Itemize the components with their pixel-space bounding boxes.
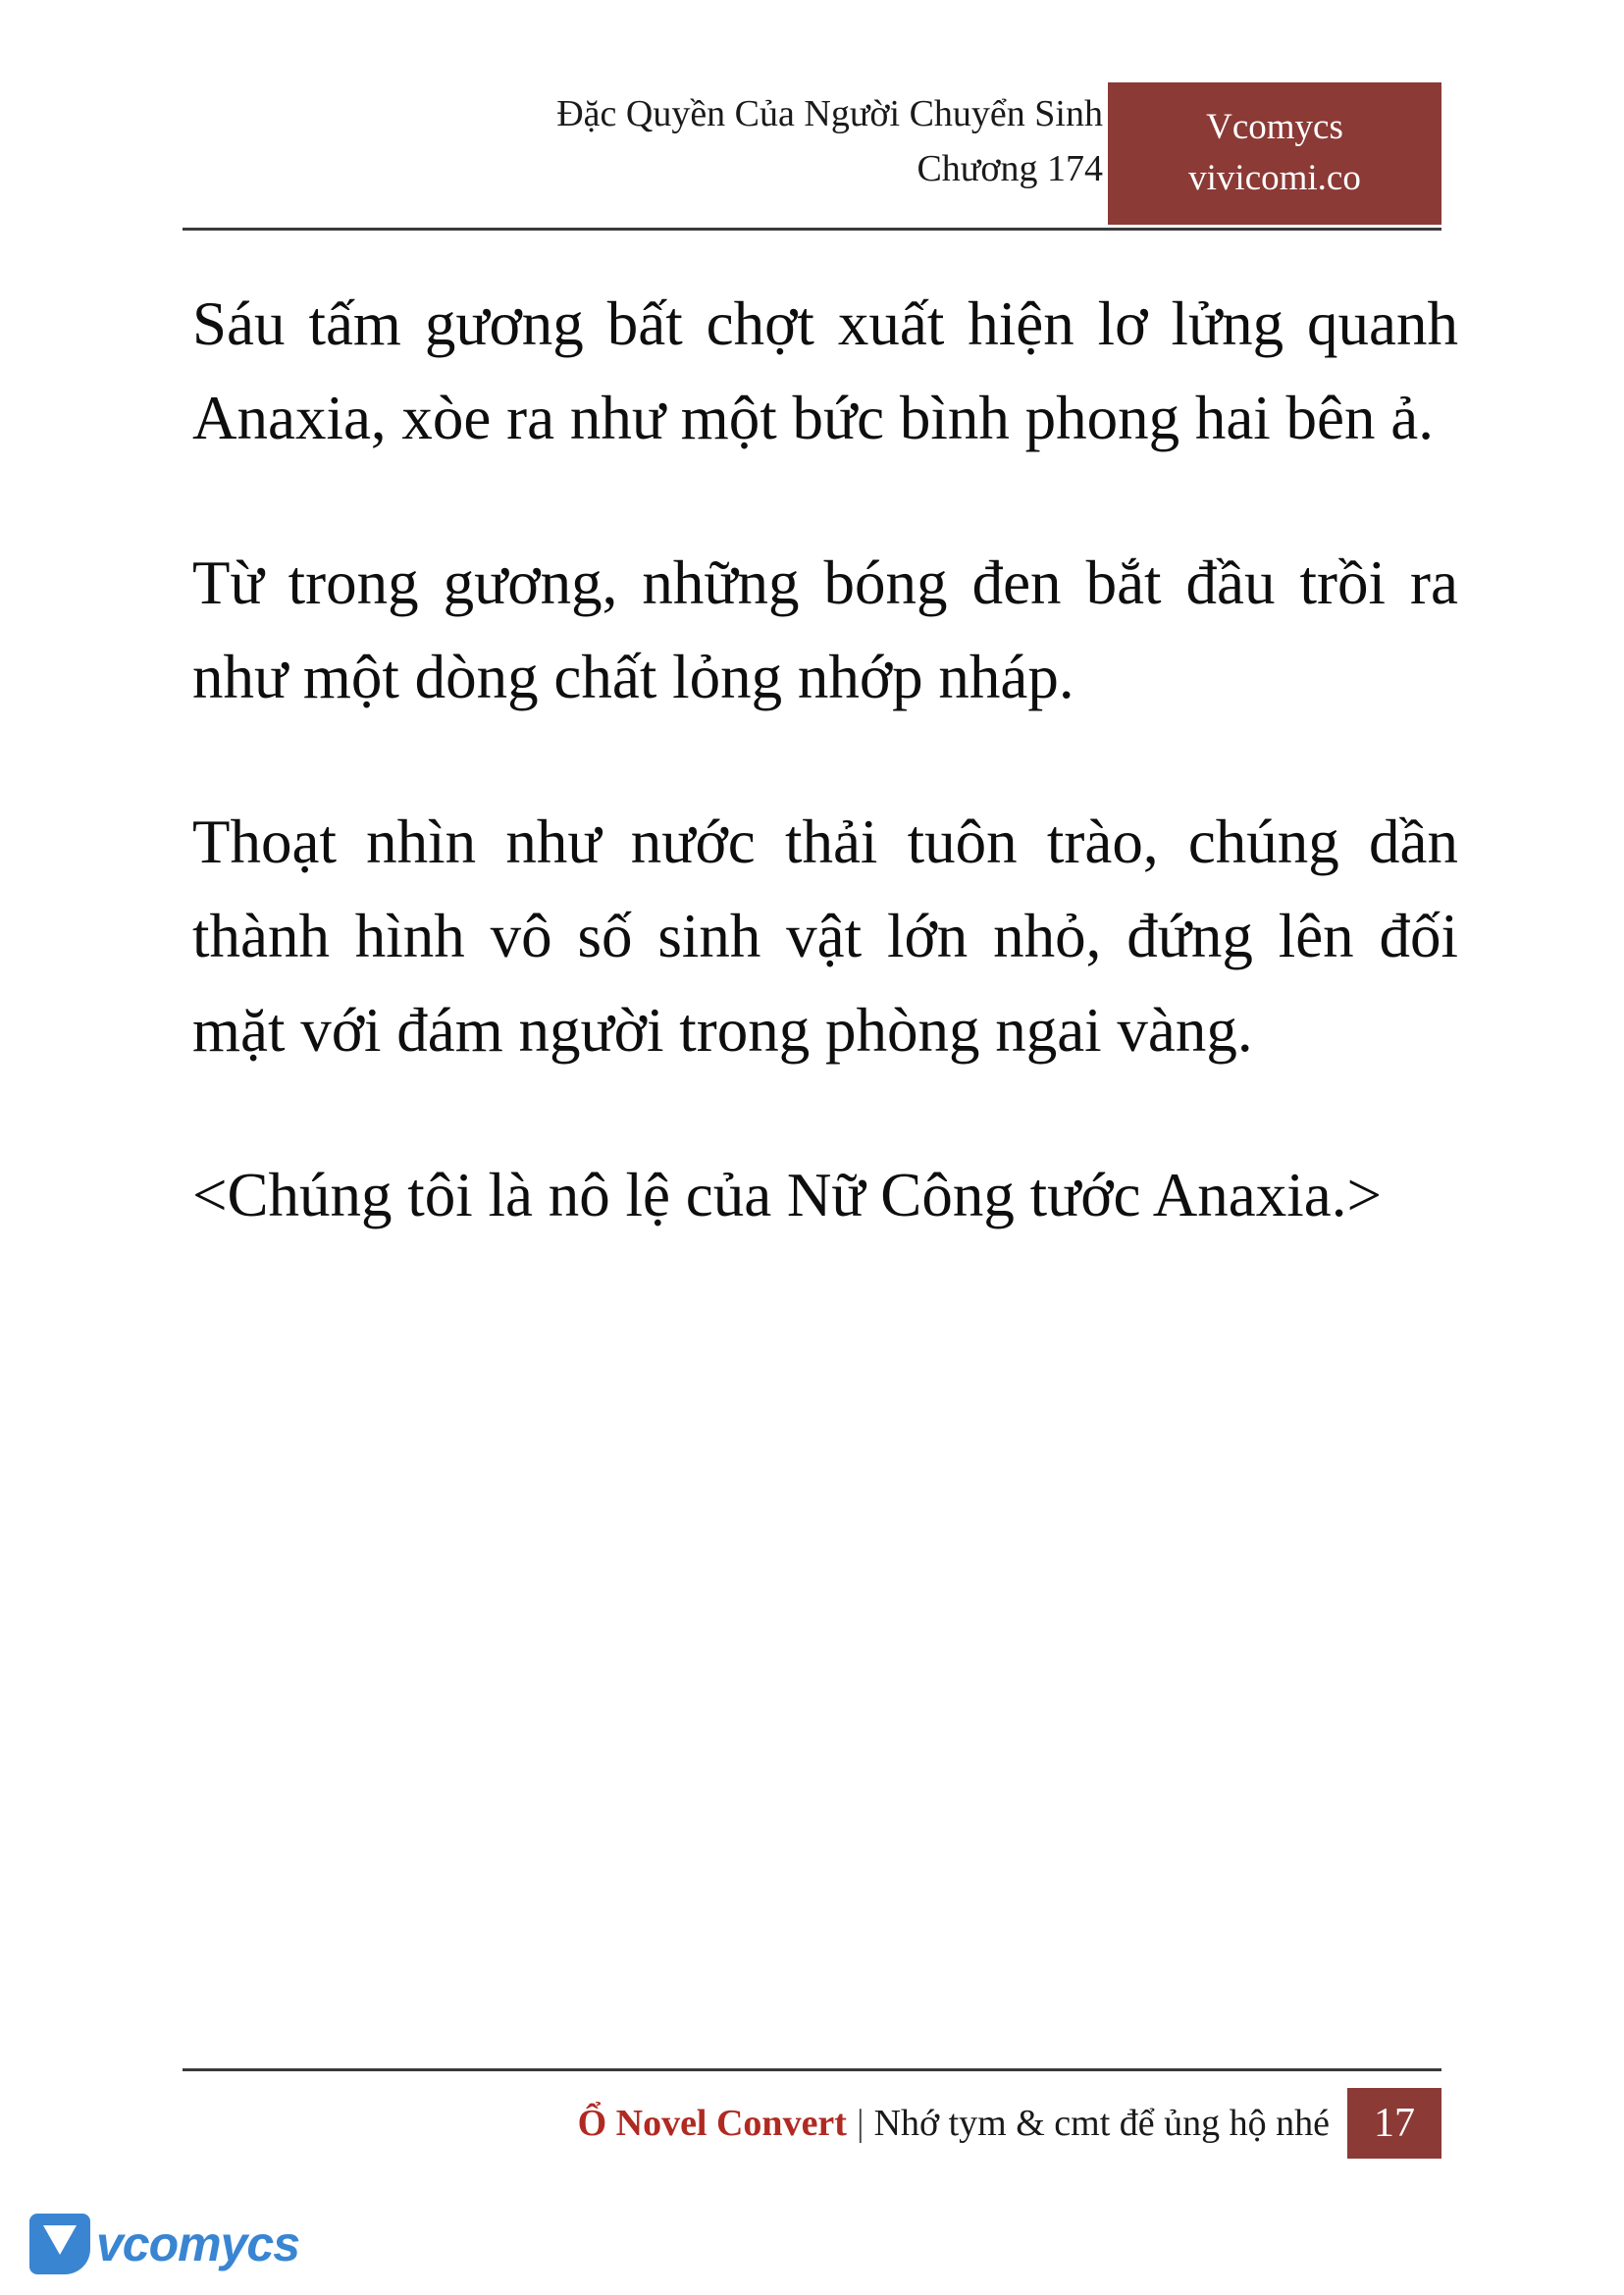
page-number-badge: 17 bbox=[1347, 2088, 1441, 2159]
page-footer bbox=[183, 2088, 1441, 2159]
header-title-block bbox=[357, 86, 1103, 196]
footer-credit bbox=[578, 2088, 1347, 2159]
vcomycs-watermark bbox=[29, 2205, 300, 2283]
site-badge-brand: Vcomycs bbox=[1206, 107, 1343, 147]
footer-divider bbox=[183, 2068, 1441, 2071]
vcomycs-logo-icon bbox=[29, 2214, 90, 2274]
novel-title: Đặc Quyền Của Người Chuyển Sinh bbox=[556, 93, 1103, 134]
chapter-title: Chương 174 bbox=[917, 148, 1103, 189]
page-header bbox=[183, 86, 1441, 234]
header-divider bbox=[183, 228, 1441, 231]
paragraph: Thoạt nhìn như nước thải tuôn trào, chúng dần thành hình vô số sinh vật lớn nhỏ, đứng lên đối mặt với đám người trong phòng ngai vàng. bbox=[192, 808, 1458, 1065]
footer-inner bbox=[578, 2088, 1441, 2159]
footer-brand: Ổ Novel Convert bbox=[577, 2103, 847, 2144]
paragraph: <Chúng tôi là nô lệ của Nữ Công tước Anaxia.> bbox=[192, 1161, 1382, 1229]
page-content bbox=[192, 277, 1458, 1313]
paragraph: Từ trong gương, những bóng đen bắt đầu trồi ra như một dòng chất lỏng nhớp nháp. bbox=[192, 548, 1458, 711]
footer-separator: | bbox=[856, 2103, 864, 2144]
site-badge bbox=[1108, 82, 1441, 225]
site-badge-url: vivicomi.co bbox=[1188, 158, 1361, 198]
watermark-label: vcomycs bbox=[96, 2217, 300, 2271]
paragraph: Sáu tấm gương bất chợt xuất hiện lơ lửng quanh Anaxia, xòe ra như một bức bình phong hai bên ả. bbox=[192, 289, 1458, 452]
footer-note: Nhớ tym & cmt để ủng hộ nhé bbox=[873, 2103, 1330, 2144]
